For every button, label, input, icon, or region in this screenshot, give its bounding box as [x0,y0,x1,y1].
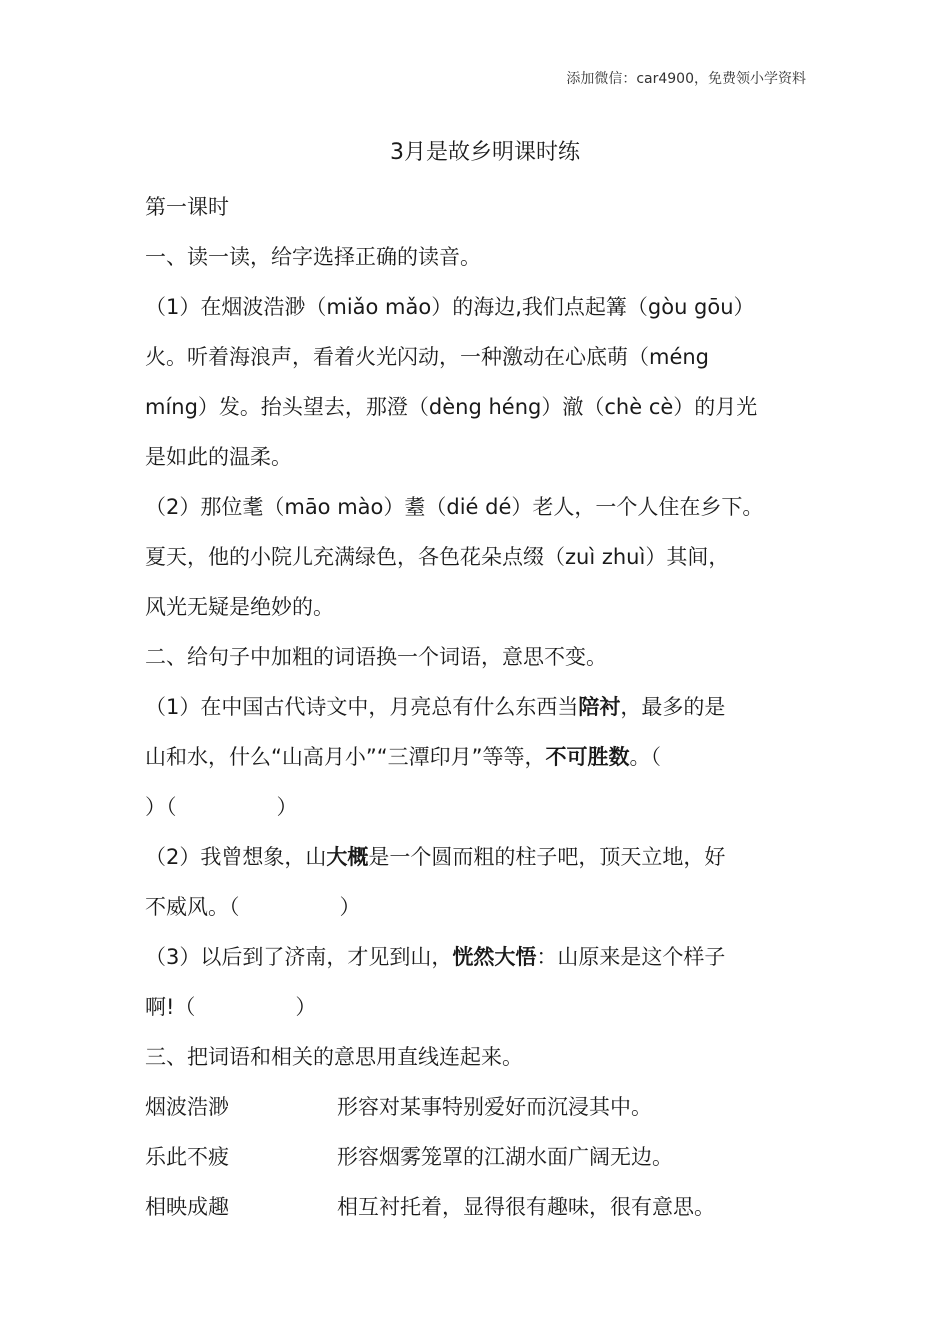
q1-line2 [145,732,825,782]
match-term[interactable]: 烟波浩渺 [145,1095,229,1119]
match-term[interactable]: 乐此不疲 [145,1145,229,1169]
q2-text: 不威风。（ [145,895,240,919]
header-note: 添加微信：car4900，免费领小学资料 [566,71,806,87]
section1-line: 夏天，他的小院儿充满绿色，各色花朵点缀（zuì zhuì）其间， [145,545,730,569]
q2-bold-word: 大概 [326,845,369,869]
q3-bold-word: 恍然大悟 [452,945,537,969]
q2-text: ） [339,895,361,919]
q1-line1 [145,682,825,732]
page-title: 3月是故乡明课时练 [390,140,580,165]
q1-text: 山和水，什么“山高月小”“三潭印月”等等， [145,745,546,769]
match-row [145,1182,825,1232]
match-meaning[interactable]: 相互衬托着，显得很有趣味，很有意思。 [337,1195,715,1219]
q2-text: （2）我曾想象，山 [145,845,327,869]
section1-line: （2）那位耄（māo mào）耋（dié dé）老人，一个人住在乡下。 [145,495,764,519]
section2-heading: 二、给句子中加粗的词语换一个词语，意思不变。 [145,645,607,669]
q2-line2 [145,882,825,932]
q3-text: 啊!（ [145,995,196,1019]
section1-line: míng）发。抬头望去，那澄（dèng héng）澈（chè cè）的月光 [145,395,758,419]
match-row [145,1082,825,1132]
section1-line: 风光无疑是绝妙的。 [145,595,334,619]
match-row [145,1132,825,1182]
q2-line1 [145,832,825,882]
q1-text: ，最多的是 [620,695,726,719]
q1-line3 [145,782,825,832]
q3-text: ） [295,995,317,1019]
section1-heading: 一、读一读，给字选择正确的读音。 [145,245,481,269]
q1-text: ）（ [145,795,177,819]
match-term[interactable]: 相映成趣 [145,1195,229,1219]
worksheet-page [145,130,825,1232]
section1-line: 火。听着海浪声，看着火光闪动，一种激动在心底萌（méng [145,345,710,369]
q3-line1 [145,932,825,982]
q1-text: ） [276,795,298,819]
q3-text: （3）以后到了济南，才见到山， [145,945,453,969]
section1-line: 是如此的温柔。 [145,445,292,469]
q1-bold-word: 陪衬 [578,695,621,719]
match-meaning[interactable]: 形容烟雾笼罩的江湖水面广阔无边。 [337,1145,673,1169]
q1-text: （1）在中国古代诗文中，月亮总有什么东西当 [145,695,579,719]
q1-text: 。（ [629,745,662,769]
q3-text: ：山原来是这个样子 [536,945,726,969]
q3-line2 [145,982,825,1032]
section1-line: （1）在烟波浩渺（miǎo mǎo）的海边,我们点起篝（gòu gōu） [145,295,755,319]
q2-text: 是一个圆而粗的柱子吧，顶天立地，好 [368,845,726,869]
q1-bold-word: 不可胜数 [545,745,630,769]
section3-heading: 三、把词语和相关的意思用直线连起来。 [145,1045,523,1069]
lesson-label: 第一课时 [145,195,229,219]
match-meaning[interactable]: 形容对某事特别爱好而沉浸其中。 [337,1095,652,1119]
